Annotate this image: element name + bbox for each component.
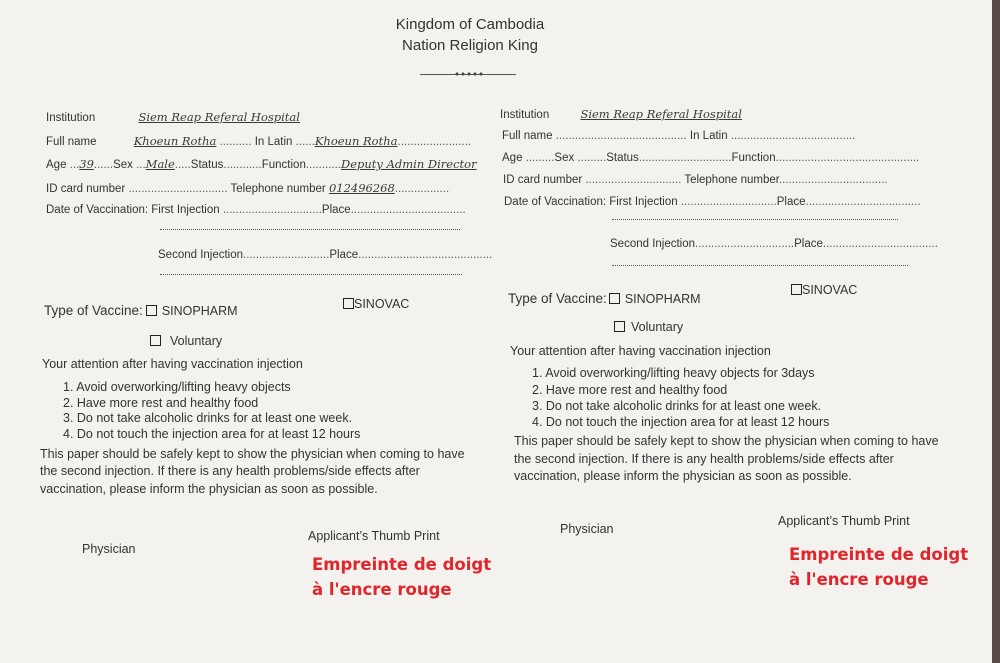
sex-value: Male — [145, 157, 175, 171]
sinopharm-checkbox[interactable] — [609, 293, 620, 304]
dotted-line — [160, 274, 462, 275]
in-latin-label: In Latin — [689, 130, 728, 142]
in-latin-label: In Latin — [254, 136, 293, 148]
institution-value: Siem Reap Referal Hospital — [138, 110, 300, 124]
left-voluntary-option — [150, 334, 222, 348]
id-label: ID card number — [46, 183, 126, 195]
left-attention-heading: Your attention after having vaccination injection — [42, 357, 303, 371]
dotted-line — [160, 229, 460, 230]
age-label: Age — [46, 159, 67, 171]
right-institution-row — [500, 107, 742, 121]
right-second-injection-row: Second Injection...............................Place.................................... — [610, 238, 938, 250]
right-vaccine-type-row — [508, 291, 701, 306]
vaccine-type-label: Type of Vaccine: — [508, 291, 607, 306]
voluntary-label: Voluntary — [631, 320, 684, 334]
in-latin-value: Khoeun Rotha — [314, 134, 398, 148]
fullname-label: Full name — [502, 130, 553, 142]
physician-label: Physician — [82, 542, 136, 556]
function-label: Function — [731, 152, 776, 164]
right-voluntary-option — [614, 320, 683, 334]
right-fullname-row: Full name ......................................... In Latin ....................................... — [502, 130, 856, 142]
physician-label: Physician — [560, 522, 614, 536]
place2-label: Place — [794, 238, 823, 250]
annotation-line1: Empreinte de doigt — [312, 555, 492, 574]
paragraph-line: vaccination, please inform the physician as soon as possible. — [40, 482, 378, 496]
id-label: ID card number — [503, 174, 583, 186]
place-label: Place — [776, 196, 806, 208]
function-label: Function — [261, 159, 306, 171]
list-item: 1. Avoid overworking/lifting heavy objects — [63, 380, 291, 394]
paragraph-line: vaccination, please inform the physician as soon as possible. — [514, 469, 852, 483]
sinovac-label: SINOVAC — [354, 297, 410, 311]
voluntary-checkbox[interactable] — [150, 335, 161, 346]
phone-label: Telephone number — [230, 183, 326, 195]
phone-value: 012496268 — [328, 181, 395, 195]
background-edge — [992, 0, 1000, 663]
second-injection-label: Second Injection — [158, 249, 244, 261]
list-item: 4. Do not touch the injection area for at least 12 hours — [532, 415, 830, 429]
left-age-row: Age ...39......Sex ...Male.....Status............Function...........Deputy Admin Director — [46, 157, 477, 171]
list-item: 4. Do not touch the injection area for at least 12 hours — [63, 427, 361, 441]
sinovac-checkbox[interactable] — [343, 298, 354, 309]
vaccination-date-label: Date of Vaccination: First Injection — [504, 196, 678, 208]
place-label: Place — [321, 204, 351, 216]
red-ink-annotation — [312, 552, 491, 602]
function-value: Deputy Admin Director — [341, 157, 477, 171]
fullname-value: Khoeun Rotha — [133, 134, 217, 148]
list-item: 2. Have more rest and healthy food — [63, 396, 259, 410]
annotation-line2: à l'encre rouge — [789, 570, 929, 589]
left-institution-row — [46, 110, 300, 124]
left-vaccine-type-row — [44, 303, 238, 318]
voluntary-label: Voluntary — [170, 334, 223, 348]
institution-label: Institution — [500, 109, 550, 121]
right-attention-heading: Your attention after having vaccination injection — [510, 344, 771, 358]
sex-label: Sex — [554, 152, 575, 164]
voluntary-checkbox[interactable] — [614, 321, 625, 332]
list-item: 3. Do not take alcoholic drinks for at least one week. — [532, 399, 822, 413]
dotted-line — [612, 265, 908, 266]
left-vaccination-date-row: Date of Vaccination: First Injection ...............................Place.................................... — [46, 204, 466, 216]
paragraph-line: This paper should be safely kept to show the physician when coming to have — [514, 434, 939, 448]
paragraph-line: the second injection. If there is any health problems/side effects after — [40, 464, 420, 478]
red-ink-annotation — [789, 542, 968, 592]
place2-label: Place — [329, 249, 359, 261]
annotation-line2: à l'encre rouge — [312, 580, 452, 599]
header-kingdom: Kingdom of Cambodia — [395, 16, 545, 33]
right-vaccination-date-row: Date of Vaccination: First Injection ..............................Place.................................... — [504, 196, 921, 208]
second-injection-label: Second Injection — [610, 238, 696, 250]
sinopharm-label: SINOPHARM — [624, 292, 701, 306]
vaccine-type-label: Type of Vaccine: — [44, 303, 143, 318]
list-item: 2. Have more rest and healthy food — [532, 383, 728, 397]
paragraph-line: the second injection. If there is any health problems/side effects after — [514, 452, 894, 466]
document-header — [0, 14, 940, 56]
vaccination-date-label: Date of Vaccination: First Injection — [46, 204, 220, 216]
status-label: Status — [606, 152, 639, 164]
sinopharm-label: SINOPHARM — [161, 304, 238, 318]
left-sinovac-option — [343, 297, 409, 311]
sinovac-checkbox[interactable] — [791, 284, 802, 295]
list-item: 1. Avoid overworking/lifting heavy objects for 3days — [532, 366, 815, 380]
sex-label: Sex — [113, 159, 133, 171]
thumb-print-label: Applicant’s Thumb Print — [308, 529, 440, 543]
institution-value: Siem Reap Referal Hospital — [580, 107, 742, 121]
institution-label: Institution — [46, 112, 96, 124]
left-fullname-row: Full name Khoeun Rotha .......... In Latin ......Khoeun Rotha....................... — [46, 134, 471, 148]
age-value: 39 — [79, 157, 94, 171]
right-id-row: ID card number .............................. Telephone number.................................. — [503, 174, 888, 186]
phone-label: Telephone number — [684, 174, 779, 186]
right-sinovac-option — [791, 283, 857, 297]
status-label: Status — [190, 159, 224, 171]
sinopharm-checkbox[interactable] — [146, 305, 157, 316]
header-motto: Nation Religion King — [402, 37, 538, 54]
list-item: 3. Do not take alcoholic drinks for at least one week. — [63, 411, 353, 425]
sinovac-label: SINOVAC — [802, 283, 858, 297]
ornament-divider — [420, 71, 516, 77]
dotted-line — [612, 219, 898, 220]
right-age-row: Age .........Sex .........Status.............................Function............................................. — [502, 152, 920, 164]
paragraph-line: This paper should be safely kept to show the physician when coming to have — [40, 447, 465, 461]
fullname-label: Full name — [46, 136, 97, 148]
left-second-injection-row: Second Injection...........................Place.......................................... — [158, 249, 493, 261]
left-id-row: ID card number ............................... Telephone number 012496268................. — [46, 181, 450, 195]
thumb-print-label: Applicant’s Thumb Print — [778, 514, 910, 528]
annotation-line1: Empreinte de doigt — [789, 545, 969, 564]
age-label: Age — [502, 152, 523, 164]
